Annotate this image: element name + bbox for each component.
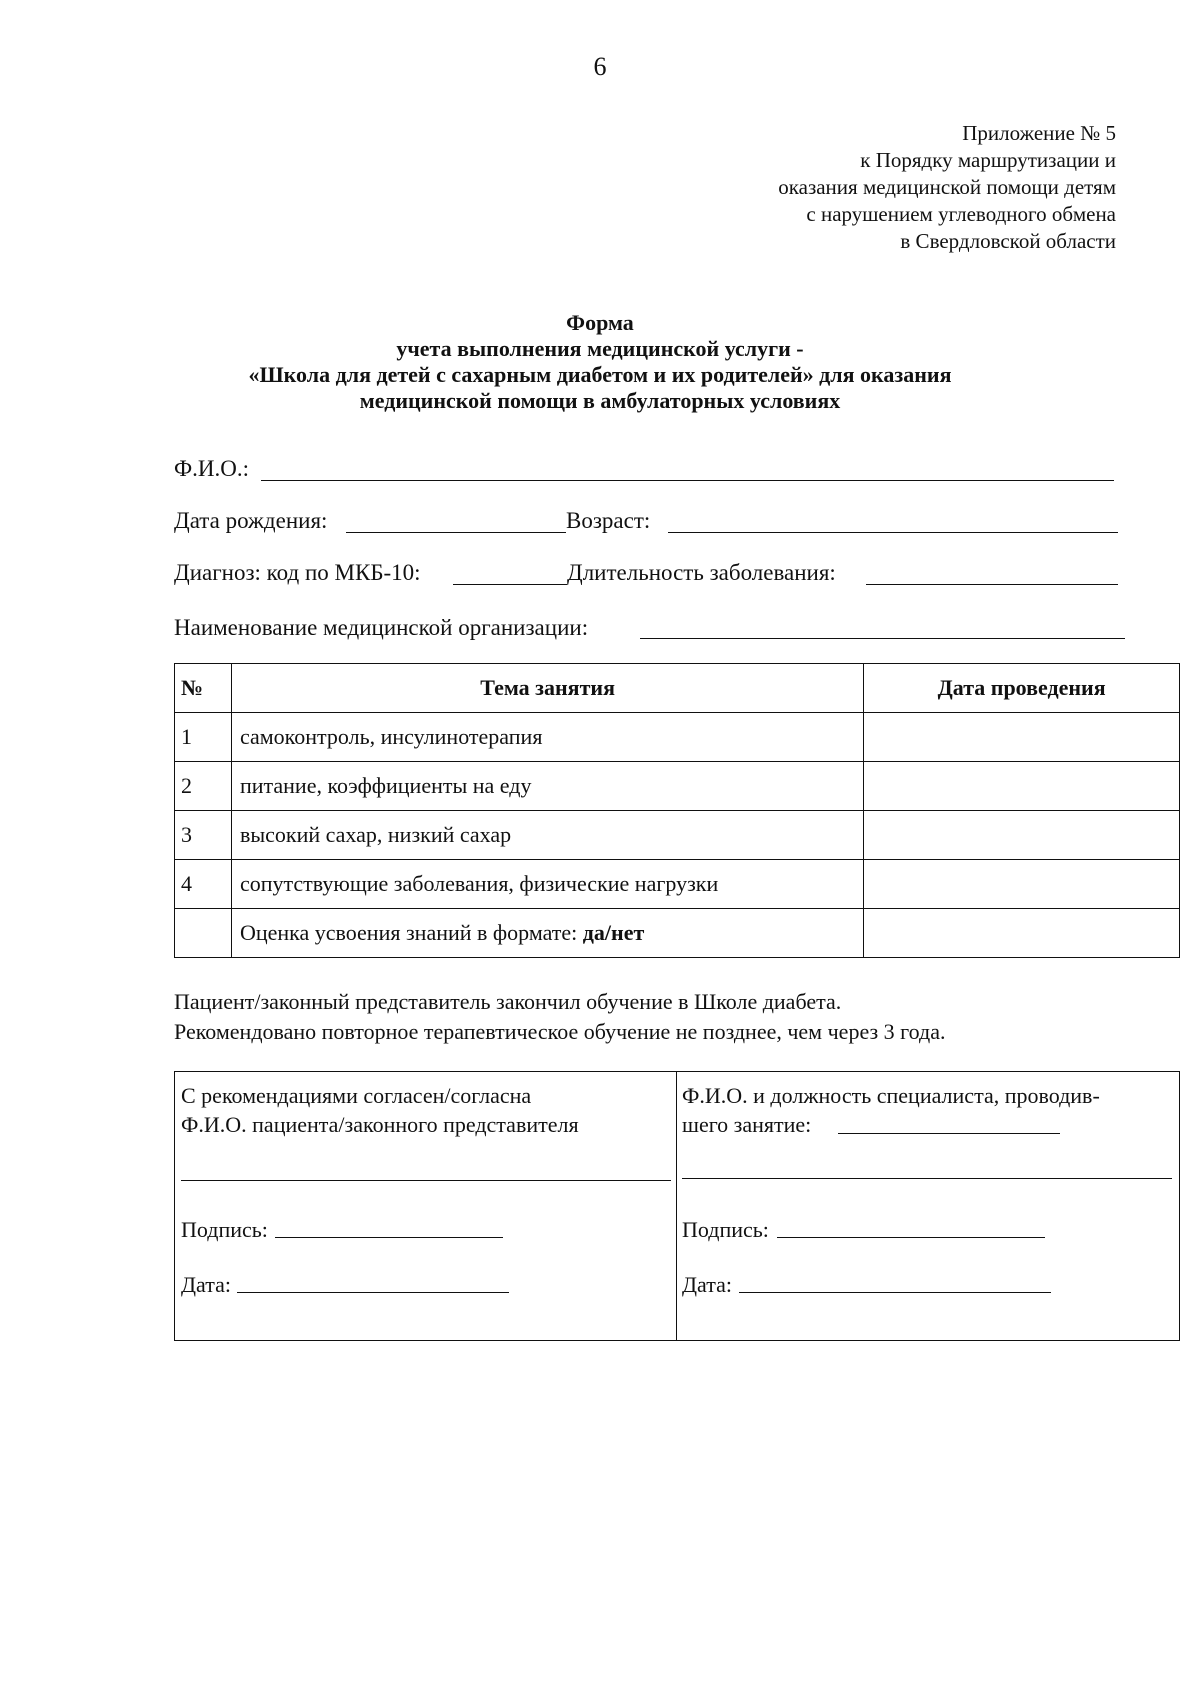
patient-signature-label: Подпись: — [181, 1217, 268, 1242]
annex-line: с нарушением углеводного обмена — [806, 202, 1116, 226]
annex-line: в Свердловской области — [900, 229, 1116, 253]
table-row — [175, 762, 1180, 811]
diagnosis-input-line[interactable] — [453, 584, 567, 585]
row-topic: самоконтроль, инсулинотерапия — [231, 713, 863, 762]
assessment-text: Оценка усвоения знаний в формате: — [239, 920, 583, 945]
specialist-extra-input-line[interactable] — [682, 1178, 1172, 1179]
row-number: 4 — [175, 860, 232, 909]
birth-date-label: Дата рождения: — [174, 508, 328, 533]
patient-name-input-line[interactable] — [181, 1180, 671, 1181]
row-topic: питание, коэффициенты на еду — [231, 762, 863, 811]
assessment-cell — [231, 909, 863, 958]
age-input-line[interactable] — [668, 532, 1118, 533]
annex-line: Приложение № 5 — [962, 121, 1116, 145]
organization-label: Наименование медицинской организации: — [174, 615, 589, 640]
title-line: «Школа для детей с сахарным диабетом и их родителей» для оказания — [248, 362, 952, 387]
duration-label: Длительность заболевания: — [567, 560, 836, 585]
row-date-cell[interactable] — [864, 762, 1180, 811]
completion-note — [174, 987, 945, 1047]
header-number: № — [175, 664, 232, 713]
row-number: 1 — [175, 713, 232, 762]
row-date-cell[interactable] — [864, 811, 1180, 860]
specialist-caption: Ф.И.О. и должность специалиста, проводив- — [682, 1083, 1100, 1108]
fio-label: Ф.И.О.: — [174, 456, 250, 481]
row-number: 3 — [175, 811, 232, 860]
organization-input-line[interactable] — [640, 638, 1125, 639]
specialist-caption-cont: шего занятие: — [682, 1112, 812, 1137]
note-line: Рекомендовано повторное терапевтическое обучение не позднее, чем через 3 года. — [174, 1019, 946, 1044]
specialist-signature-input-line[interactable] — [777, 1237, 1045, 1238]
age-label: Возраст: — [566, 508, 651, 533]
page-number: 6 — [593, 52, 607, 81]
fio-input-line[interactable] — [261, 480, 1114, 481]
form-title — [0, 310, 1200, 414]
assessment-number-cell — [175, 909, 232, 958]
note-line: Пациент/законный представитель закончил обучение в Школе диабета. — [174, 989, 842, 1014]
assessment-row — [175, 909, 1180, 958]
row-topic: высокий сахар, низкий сахар — [231, 811, 863, 860]
patient-consent-text: С рекомендациями согласен/согласна — [181, 1083, 532, 1108]
birth-date-input-line[interactable] — [346, 532, 566, 533]
row-date-cell[interactable] — [864, 860, 1180, 909]
specialist-date-input-line[interactable] — [739, 1292, 1051, 1293]
header-date: Дата проведения — [864, 664, 1180, 713]
title-line: медицинской помощи в амбулаторных условиях — [359, 388, 841, 413]
table-row — [175, 860, 1180, 909]
annex-line: к Порядку маршрутизации и — [860, 148, 1116, 172]
assessment-options: да/нет — [582, 920, 645, 945]
row-date-cell[interactable] — [864, 713, 1180, 762]
specialist-date-label: Дата: — [682, 1272, 732, 1297]
title-line: Форма — [566, 310, 634, 335]
title-line: учета выполнения медицинской услуги - — [396, 336, 804, 361]
specialist-name-input-line[interactable] — [838, 1133, 1060, 1134]
annex-line: оказания медицинской помощи детям — [778, 175, 1116, 199]
diagnosis-label: Диагноз: код по МКБ-10: — [174, 560, 421, 585]
row-topic: сопутствующие заболевания, физические нагрузки — [231, 860, 863, 909]
assessment-date-cell[interactable] — [864, 909, 1180, 958]
patient-signature-input-line[interactable] — [275, 1237, 503, 1238]
patient-date-label: Дата: — [181, 1272, 231, 1297]
table-header-row — [175, 664, 1180, 713]
topics-table — [174, 663, 1180, 958]
header-topic: Тема занятия — [231, 664, 863, 713]
patient-name-caption: Ф.И.О. пациента/законного представителя — [181, 1112, 579, 1137]
table-row — [175, 811, 1180, 860]
duration-input-line[interactable] — [866, 584, 1118, 585]
signature-box — [174, 1071, 1180, 1341]
annex-header — [778, 120, 1116, 255]
patient-date-input-line[interactable] — [237, 1292, 509, 1293]
row-number: 2 — [175, 762, 232, 811]
signature-divider — [676, 1072, 677, 1340]
table-row — [175, 713, 1180, 762]
specialist-signature-label: Подпись: — [682, 1217, 769, 1242]
